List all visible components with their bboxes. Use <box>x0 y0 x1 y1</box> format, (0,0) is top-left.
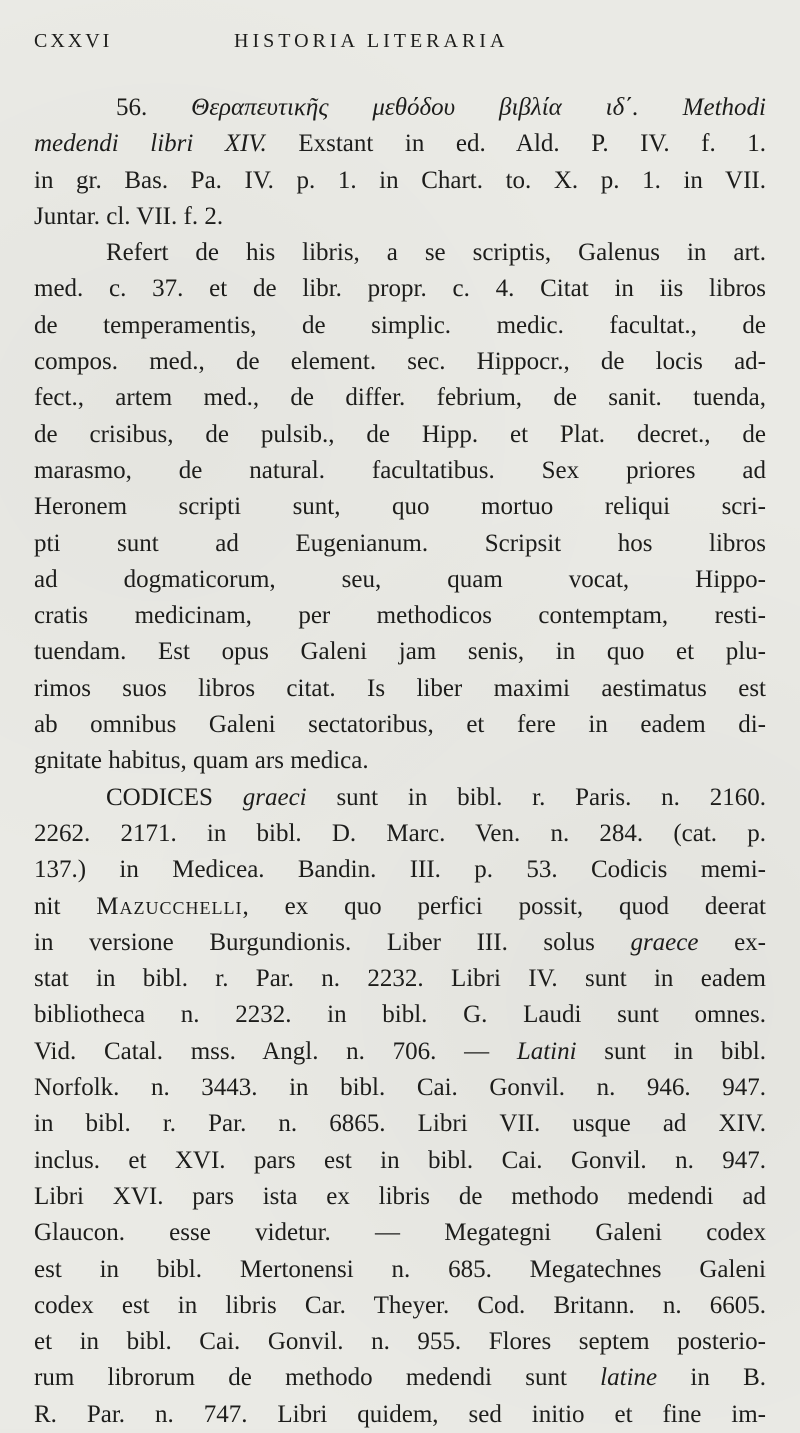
text-line <box>34 1252 766 1288</box>
text-segment: tuendam. Est opus Galeni jam senis, in quo et plu- <box>34 638 766 666</box>
text-segment: Glaucon. esse videtur. — Megategni Galeni codex <box>34 1219 766 1247</box>
text-line <box>34 308 766 344</box>
text-segment: Exstant in ed. Ald. P. IV. f. 1. <box>266 130 767 158</box>
text-line <box>34 163 766 199</box>
text-segment: in bibl. r. Par. n. 6865. Libri VII. usque ad XIV. <box>34 1110 766 1138</box>
text-line <box>34 1288 766 1324</box>
text-segment: R. Par. n. 747. Libri quidem, sed initio et fine im- <box>34 1400 766 1428</box>
text-line <box>34 1360 766 1396</box>
text-segment: Vid. Catal. mss. Angl. n. 706. — <box>34 1037 517 1065</box>
italic-text: medendi libri XIV. <box>34 130 267 158</box>
text-segment: marasmo, de natural. facultatibus. Sex priores ad <box>34 456 766 484</box>
text-line <box>34 852 766 888</box>
text-segment: gnitate habitus, quam ars medica. <box>34 747 369 775</box>
text-line <box>34 1215 766 1251</box>
text-line <box>34 417 766 453</box>
text-line <box>34 634 766 670</box>
body-text <box>34 90 766 1433</box>
text-segment: 56. <box>116 94 192 121</box>
text-segment: Norfolk. n. 3443. in bibl. Cai. Gonvil. n. 946. 947. <box>34 1074 766 1102</box>
text-segment: 2262. 2171. in bibl. D. Marc. Ven. n. 284. (cat. p. <box>34 819 766 847</box>
text-segment: Juntar. cl. VII. f. 2. <box>34 202 224 230</box>
text-segment: pti sunt ad Eugenianum. Scripsit hos libros <box>34 529 766 557</box>
text-segment: est in bibl. Mertonensi n. 685. Megatechnes Galeni <box>34 1255 766 1283</box>
running-title: HISTORIA LITERARIA <box>234 30 509 52</box>
text-line <box>34 743 766 779</box>
italic-text: graeci <box>242 783 307 811</box>
text-line <box>34 344 766 380</box>
text-line <box>34 562 766 598</box>
text-line <box>34 1034 766 1070</box>
text-segment: stat in bibl. r. Par. n. 2232. Libri IV. sunt in eadem <box>34 965 766 993</box>
text-segment: de temperamentis, de simplic. medic. facultat., de <box>34 311 766 339</box>
text-line <box>34 997 766 1033</box>
text-segment: ad dogmaticorum, seu, quam vocat, Hippo- <box>34 565 766 593</box>
text-line <box>34 889 766 925</box>
text-line <box>34 1106 766 1142</box>
text-line <box>34 526 766 562</box>
text-segment: in B. <box>657 1364 766 1392</box>
small-caps-text: Mazucchelli <box>96 892 243 920</box>
text-segment: med. c. 37. et de libr. propr. c. 4. Citat in iis libros <box>34 275 766 303</box>
text-segment: nit <box>34 892 97 920</box>
text-segment: CODICES <box>106 783 243 811</box>
text-line <box>34 671 766 707</box>
text-line <box>34 380 766 416</box>
italic-text: Latini <box>516 1037 577 1065</box>
page-header <box>34 30 764 60</box>
text-segment: in versione Burgundionis. Liber III. solus <box>34 928 631 956</box>
text-segment: rum librorum de methodo medendi sunt <box>34 1364 601 1392</box>
text-line <box>34 1179 766 1215</box>
text-segment: sunt in bibl. <box>576 1037 766 1065</box>
text-segment: 137.) in Medicea. Bandin. III. p. 53. Codicis memi- <box>34 856 766 884</box>
text-line <box>34 90 766 126</box>
text-segment: ex- <box>698 928 767 956</box>
text-segment: codex est in libris Car. Theyer. Cod. Britann. n. 6605. <box>34 1291 766 1319</box>
text-line <box>34 199 766 235</box>
text-segment: sunt in bibl. r. Paris. n. 2160. <box>306 783 766 811</box>
text-line <box>34 235 766 271</box>
text-segment: rimos suos libros citat. Is liber maximi aestimatus est <box>34 674 766 702</box>
text-segment: , ex quo perfici possit, quod deerat <box>242 892 766 920</box>
text-line <box>34 780 766 816</box>
text-line <box>34 453 766 489</box>
text-segment: cratis medicinam, per methodicos contemptam, resti- <box>34 602 766 630</box>
page-number: CXXVI <box>34 30 113 52</box>
text-line <box>34 598 766 634</box>
italic-text: latine <box>600 1364 658 1392</box>
text-segment: fect., artem med., de differ. febrium, de sanit. tuenda, <box>34 384 766 412</box>
text-line <box>34 707 766 743</box>
text-segment: in gr. Bas. Pa. IV. p. 1. in Chart. to. X. p. 1. in VII. <box>34 166 766 194</box>
text-segment: et in bibl. Cai. Gonvil. n. 955. Flores septem posterio- <box>34 1328 766 1356</box>
text-line <box>34 961 766 997</box>
text-line <box>34 1397 766 1433</box>
italic-text: graece <box>630 928 699 956</box>
text-line <box>34 1324 766 1360</box>
text-line <box>34 126 766 162</box>
text-segment: Heronem scripti sunt, quo mortuo reliqui scri- <box>34 493 766 521</box>
text-segment: bibliotheca n. 2232. in bibl. G. Laudi sunt omnes. <box>34 1001 766 1029</box>
text-line <box>34 271 766 307</box>
text-segment: ab omnibus Galeni sectatoribus, et fere in eadem di- <box>34 711 766 739</box>
text-line <box>34 816 766 852</box>
text-segment: Refert de his libris, a se scriptis, Galenus in art. <box>106 239 766 267</box>
text-segment: compos. med., de element. sec. Hippocr., de locis ad- <box>34 348 766 376</box>
text-segment: inclus. et XVI. pars est in bibl. Cai. Gonvil. n. 947. <box>34 1146 766 1174</box>
text-line <box>34 1070 766 1106</box>
text-line <box>34 489 766 525</box>
text-segment: Libri XVI. pars ista ex libris de methodo medendi ad <box>34 1182 766 1210</box>
text-line <box>34 925 766 961</box>
text-segment: de crisibus, de pulsib., de Hipp. et Plat. decret., de <box>34 420 766 448</box>
text-line <box>34 1143 766 1179</box>
italic-text: Θεραπευτικῆς μεθόδου βιβλία ιδ΄. Methodi <box>191 94 766 121</box>
